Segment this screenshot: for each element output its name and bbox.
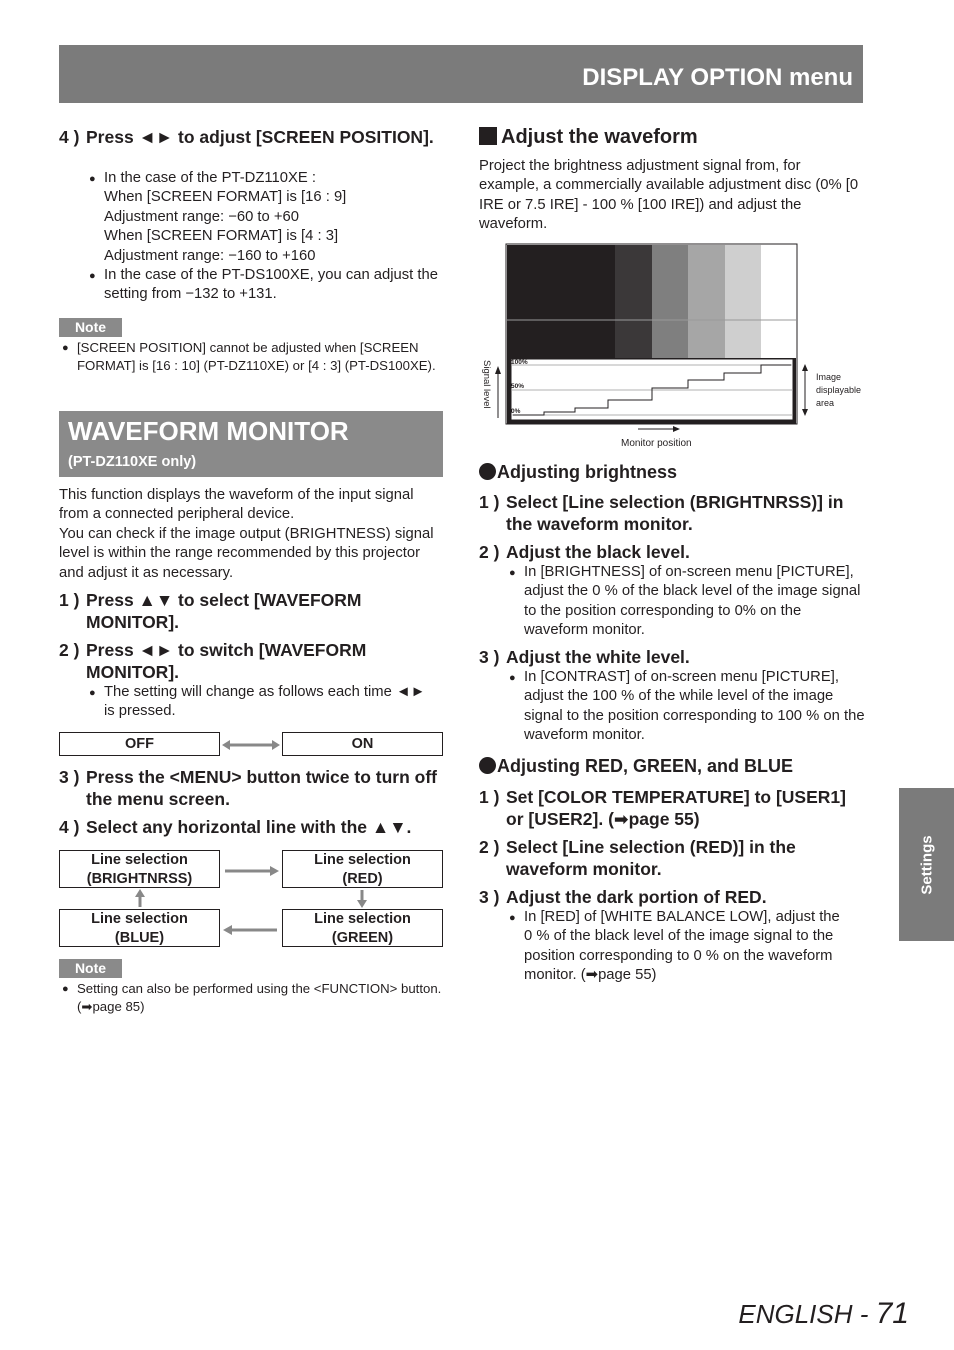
image-area-label-2: displayable [816, 385, 862, 395]
adjusting-brightness-heading: Adjusting brightness [479, 462, 677, 483]
settings-side-tab: Settings [899, 788, 954, 941]
step-2-switch: 2 ) Press ◄► to switch [WAVEFORM MONITOR]. [59, 640, 367, 682]
line-selection-red: Line selection (RED) [282, 850, 443, 888]
rgb-step-2: 2 ) Select [Line selection (RED)] in the waveform monitor. [479, 837, 796, 879]
label-100: 100% [511, 359, 528, 366]
bullet-dz110xe: ● In the case of the PT-DZ110XE : When [SCREEN FORMAT] is [16 : 9] Adjustment range: −60 to +60 When [SCREEN FORMAT] is [4 : 3] Adjustment range: −160 to +160 [89, 170, 347, 264]
bullet-white-level: ● In [CONTRAST] of on-screen menu [PICTURE], adjust the 100 % of the while level of the image signal to the position corresponding to 100 % on the waveform monitor. [509, 669, 865, 744]
off-box: OFF [59, 732, 220, 756]
bullet-red-dark: ● In [RED] of [WHITE BALANCE LOW], adjust the 0 % of the black level of the image signal to the position corresponding to 0 % on the waveform monitor. (➡page 55) [509, 909, 840, 984]
brightness-step-1: 1 ) Select [Line selection (BRIGHTNRSS)] in the waveform monitor. [479, 492, 844, 534]
step-screen-position: 4 ) Press ◄► to adjust [SCREEN POSITION]. [59, 127, 434, 147]
note-label: Note [59, 318, 122, 337]
label-50: 50% [511, 383, 525, 390]
step-4-select-line: 4 ) Select any horizontal line with the ▲▼. [59, 817, 412, 837]
cycle-arrows-icon [59, 850, 443, 947]
line-selection-brightnrss: Line selection (BRIGHTNRSS) [59, 850, 220, 888]
waveform-monitor-heading: WAVEFORM MONITOR (PT-DZ110XE only) [59, 411, 443, 477]
waveform-intro: This function displays the waveform of the input signal from a connected peripheral device. You can check if the image output (BRIGHTNESS) signal level is within the range recommended by this projector and adjust it as necessary. [59, 487, 434, 581]
note-text-2: ● Setting can also be performed using the <FUNCTION> button. (➡page 85) [62, 981, 442, 1014]
image-area-label-1: Image [816, 372, 842, 382]
rgb-step-1: 1 ) Set [COLOR TEMPERATURE] to [USER1] or [USER2]. (➡page 55) [479, 787, 846, 829]
bullet-ds100xe: ● In the case of the PT-DS100XE, you can adjust the setting from −132 to +131. [89, 267, 438, 303]
brightness-step-2: 2 ) Adjust the black level. [479, 542, 690, 562]
image-area-label-3: area [816, 398, 835, 408]
page-title: DISPLAY OPTION menu [582, 64, 853, 91]
waveform-figure [478, 240, 873, 455]
page-number: ENGLISH - 71 [738, 1297, 909, 1330]
step-3-menu: 3 ) Press the <MENU> button twice to turn off the menu screen. [59, 767, 437, 809]
line-selection-green: Line selection (GREEN) [282, 909, 443, 947]
label-0: 0% [511, 408, 521, 415]
note-text: ● [SCREEN POSITION] cannot be adjusted when [SCREEN FORMAT] is [16 : 10] (PT-DZ110XE) or [4 : 3] (PT-DS100XE). [62, 340, 436, 373]
adjusting-rgb-heading: Adjusting RED, GREEN, and BLUE [479, 756, 793, 777]
double-arrow-icon [222, 738, 280, 752]
monitor-position-label: Monitor position [621, 438, 692, 449]
brightness-step-3: 3 ) Adjust the white level. [479, 647, 690, 667]
circle-bullet-icon [479, 463, 496, 480]
line-selection-blue: Line selection (BLUE) [59, 909, 220, 947]
signal-level-label: Signal level [481, 360, 492, 409]
bullet-black-level: ● In [BRIGHTNESS] of on-screen menu [PICTURE], adjust the 0 % of the black level of the image signal to the position corresponding to 0% on the waveform monitor. [509, 564, 861, 639]
square-bullet-icon [479, 127, 497, 145]
bullet-setting-change: ● The setting will change as follows each time ◄► is pressed. [89, 684, 426, 720]
step-1-select: 1 ) Press ▲▼ to select [WAVEFORM MONITOR]. [59, 590, 362, 632]
note-label-2: Note [59, 959, 122, 978]
header-bar [59, 45, 863, 103]
circle-bullet-icon [479, 757, 496, 774]
adjust-waveform-intro: Project the brightness adjustment signal from, for example, a commercially available adjustment disc (0% [0 IRE or 7.5 IRE] - 100 % [100 IRE]) and adjust the waveform. [479, 158, 859, 233]
on-box: ON [282, 732, 443, 756]
adjust-waveform-heading: Adjust the waveform [479, 126, 698, 149]
rgb-step-3: 3 ) Adjust the dark portion of RED. [479, 887, 767, 907]
